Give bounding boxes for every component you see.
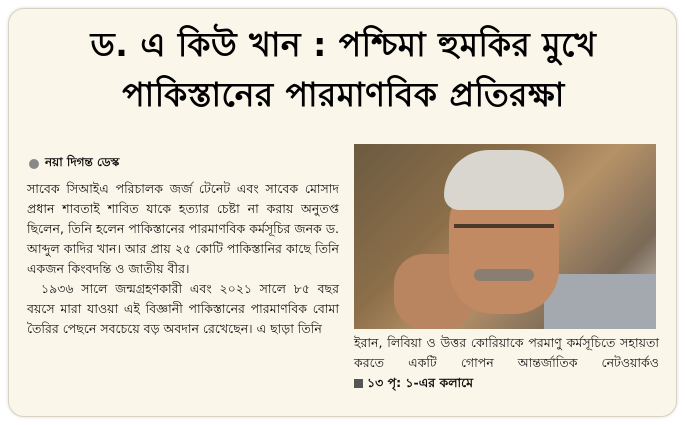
article-body bbox=[27, 179, 339, 339]
paragraph-2: ১৯৩৬ সালে জন্মগ্রহণকারী এবং ২০২১ সালে ৮৫ বছর বয়সে মারা যাওয়া এই বিজ্ঞানী পাকিস্তানের পারমাণবিক বোমা তৈরির পেছনে সবচেয়ে বড় অবদান রেখেছেন। এ ছাড়া তিনি bbox=[27, 281, 339, 336]
news-clipping bbox=[8, 8, 677, 417]
byline bbox=[29, 154, 119, 174]
continuation-note bbox=[354, 373, 473, 393]
caption-text: ইরান, লিবিয়া ও উত্তর কোরিয়াকে পরমাণু কর্মসূচিতে সহায়তা করতে একটি গোপন আন্তর্জাতিক নেটওয়ার্কও bbox=[354, 335, 659, 370]
portrait-photo bbox=[354, 144, 656, 329]
square-bullet-icon bbox=[354, 379, 363, 388]
paragraph-1: সাবেক সিআইএ পরিচালক জর্জ টেনেট এবং সাবেক মোসাদ প্রধান শাবতাই শাবিত যাকে হত্যার চেষ্টা না করায় অনুতপ্ত ছিলেন, তিনি হলেন পাকিস্তানের পারমাণবিক কর্মসূচির জনক ড. আব্দুল কাদির খান। আর প্রায় ২৫ কোটি পাকিস্তানির কাছে তিনি একজন কিংবদন্তি ও জাতীয় বীর। bbox=[27, 181, 339, 276]
headline-line-2: পাকিস্তানের পারমাণবিক প্রতিরক্ষা bbox=[122, 75, 565, 114]
photo-caption bbox=[354, 333, 659, 394]
continuation-text: ১৩ পৃ: ১-এর কলামে bbox=[367, 375, 474, 390]
bullet-icon bbox=[29, 159, 39, 169]
byline-text: নয়া দিগন্ত ডেস্ক bbox=[45, 155, 120, 169]
headline-line-1: ড. এ কিউ খান : পশ্চিমা হুমকির মুখে bbox=[90, 25, 597, 64]
headline bbox=[19, 23, 668, 117]
